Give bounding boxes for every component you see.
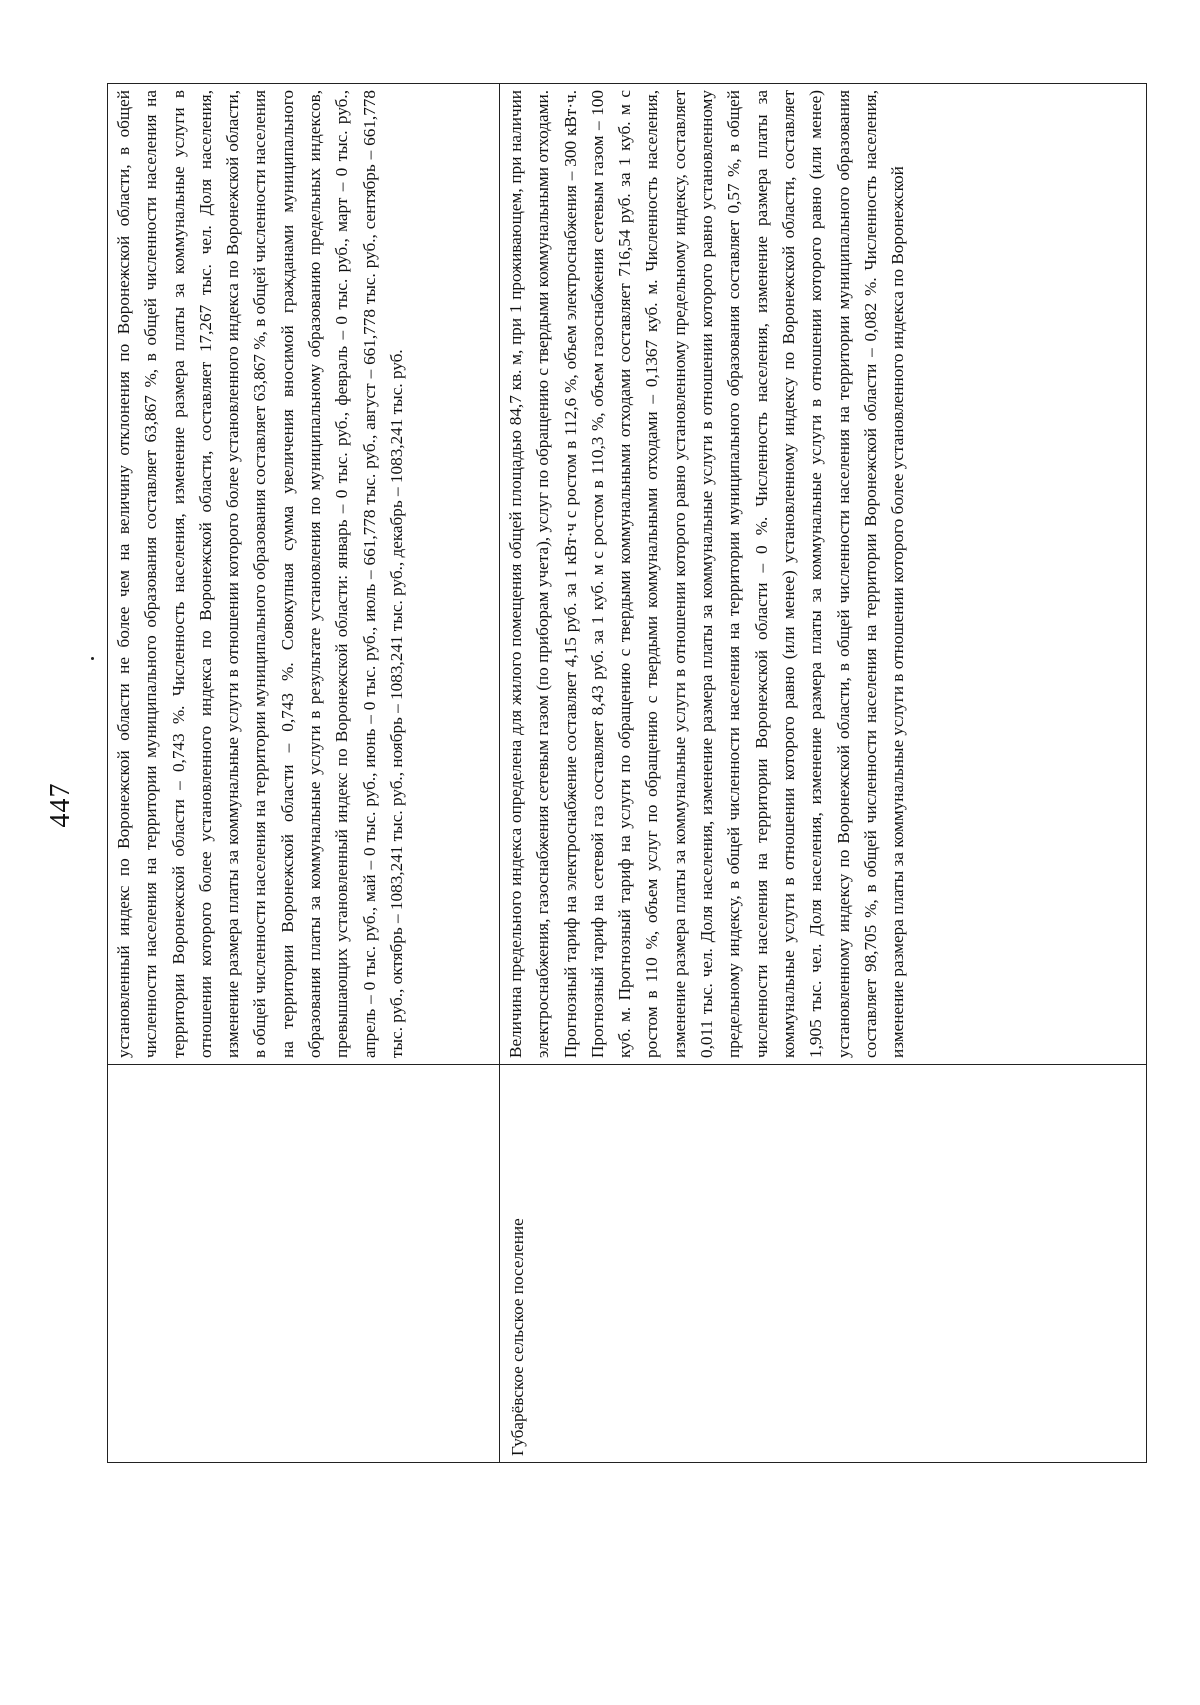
- table-row: [500, 84, 1147, 1463]
- municipality-cell: [108, 1065, 500, 1463]
- scan-dot: [91, 657, 94, 660]
- municipality-cell: Губарёвское сельское поселение: [500, 1065, 1147, 1463]
- description-cell: Величина предельного индекса определена для жилого помещения общей площадью 84,7 кв. м, при 1 проживающем, при наличии электроснабжения, газоснабжения сетевым газом (по приборам учета), услуг по обращению с твердыми коммунальными отходами. Прогнозный тариф на электроснабжение составляет 4,15 руб. за 1 кВт·ч с ростом в 112,6 %, объем электроснабжения – 300 кВт·ч. Прогнозный тариф на сетевой газ составляет 8,43 руб. за 1 куб. м с ростом в 110,3 %, объем газоснабжения сетевым газом – 100 куб. м. Прогнозный тариф на услуги по обращению с твердыми коммунальными отходами составляет 716,54 руб. за 1 куб. м с ростом в 110 %, объем услуг по обращению с твердыми коммунальными отходами – 0,1367 куб. м. Численность населения, изменение размера платы за коммунальные услуги в отношении которого равно установленному предельному индексу, составляет 0,011 тыс. чел. Доля населения, изменение размера платы за коммунальные услуги в отношении которого равно установленному предельному индексу, в общей численности населения на территории муниципального образования составляет 0,57 %, в общей численности населения на территории Воронежской области – 0 %. Численность населения, изменение размера платы за коммунальные услуги в отношении которого равно (или менее) установленному индексу по Воронежской области, составляет 1,905 тыс. чел. Доля населения, изменение размера платы за коммунальные услуги в отношении которого равно (или менее) установленному индексу по Воронежской области, в общей численности населения на территории муниципального образования составляет 98,705 %, в общей численности населения на территории Воронежской области – 0,082 %. Численность населения, изменение размера платы за коммунальные услуги в отношении которого более установленного индекса по Воронежской: [500, 84, 1147, 1065]
- description-cell: установленный индекс по Воронежской области не более чем на величину отклонения по Воронежской области, в общей численности населения на территории муниципального образования составляет 63,867 %, в общей численности населения на территории Воронежской области – 0,743 %. Численность населения, изменение размера платы за коммунальные услуги в отношении которого более установленного индекса по Воронежской области, составляет 17,267 тыс. чел. Доля населения, изменение размера платы за коммунальные услуги в отношении которого более установленного индекса по Воронежской области, в общей численности населения на территории муниципального образования составляет 63,867 %, в общей численности населения на территории Воронежской области – 0,743 %. Совокупная сумма увеличения вносимой гражданами муниципального образования платы за коммунальные услуги в результате установления по муниципальному образованию предельных индексов, превышающих установленный индекс по Воронежской области: январь – 0 тыс. руб., февраль – 0 тыс. руб., март – 0 тыс. руб., апрель – 0 тыс. руб., май – 0 тыс. руб., июнь – 0 тыс. руб., июль – 661,778 тыс. руб., август – 661,778 тыс. руб., сентябрь – 661,778 тыс. руб., октябрь – 1083,241 тыс. руб., ноябрь – 1083,241 тыс. руб., декабрь – 1083,241 тыс. руб.: [108, 84, 500, 1065]
- rotated-page: [45, 0, 1155, 1705]
- table-row: [108, 84, 500, 1463]
- data-table: [107, 83, 1147, 1463]
- page-number: 447: [45, 782, 76, 828]
